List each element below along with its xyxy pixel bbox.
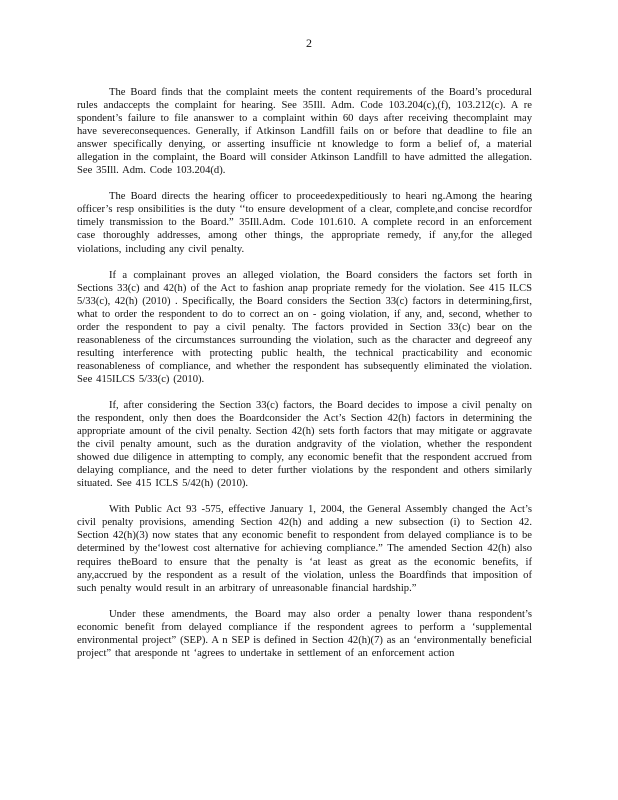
paragraph-3: If a complainant proves an alleged violation, the Board considers the factors set forth in Sections 33(c) and 42(h) of the Act to fashion anap propriate remedy for the violation. See 415 ILCS 5/33(c), 42(h) (2010) . Specifically, the Board considers the Section 33(c) factors in determining,first, what to order the respondent to do to correct an on - going violation, if any, and, second, whether to order the respondent to pay a civil penalty. The factors provided in Section 33(c) bear on the reasonableness of the circumstances surrounding the violation, such as the character and degreeof any resulting interference with protecting public health, the technical practicability and economic reasonableness of compliance, and whether the respondent has subsequently eliminated the violation. See 415ILCS 5/33(c) (2010). [77, 269, 532, 385]
paragraph-4: If, after considering the Section 33(c) factors, the Board decides to impose a civil penalty on the respondent, only then does the Boardconsider the Act’s Section 42(h) factors in determining the appropriate amount of the civil penalty. Section 42(h) sets forth factors that may mitigate or aggravate the civil penalty amount, such as the duration andgravity of the violation, whether the respondent showed due diligence in attempting to comply, any economic benefit that the respondent accrued from delaying compliance, and the need to deter further violations by the respondent and others similarly situated. See 415 ICLS 5/42(h) (2010). [77, 399, 532, 490]
paragraph-6: Under these amendments, the Board may also order a penalty lower thana respondent’s economic benefit from delayed compliance if the respondent agrees to perform a ‘supplemental environmental project” (SEP). A n SEP is defined in Section 42(h)(7) as an ‘environmentally beneficial project” that aresponde nt ‘agrees to undertake in settlement of an enforcement action [77, 608, 532, 659]
paragraph-5: With Public Act 93 -575, effective January 1, 2004, the General Assembly changed the Act’s civil penalty provisions, amending Section 42(h) and adding a new subsection (i) to Section 42. Section 42(h)(3) now states that any economic benefit to respondent from delayed compliance is to be determined by the‘lowest cost alternative for achieving compliance.” The amended Section 42(h) also requires theBoard to ensure that the penalty is ‘at least as great as the economic benefits, if any,accrued by the respondent as a result of the violation, unless the Boardfinds that imposition of such penalty would result in an arbitrary of unreasonable financial hardship.” [77, 504, 532, 594]
page-number: 2 [306, 36, 312, 50]
paragraph-1: The Board finds that the complaint meets the content requirements of the Board’s procedural rules andaccepts the complaint for hearing. See 35Ill. Adm. Code 103.204(c),(f), 103.212(c). A re spondent’s failure to file ananswer to a complaint within 60 days after receiving thecomplaint may have severeconsequences. Generally, if Atkinson Landfill fails on or before that deadline to file an answer specifically denying, or asserting insufficie nt knowledge to form a belief of, a material allegation in the complaint, the Board will consider Atkinson Landfill to have admitted the allegation. See 35Ill. Adm. Code 103.204(d). [77, 87, 532, 177]
paragraph-2: The Board directs the hearing officer to proceedexpeditiously to heari ng.Among the hearing officer’s resp onsibilities is the duty ‘‘to ensure development of a clear, complete,and concise recordfor timely transmission to the Board.” 35Ill.Adm. Code 101.610. A complete record in an enforcement case thoroughly addresses, among other things, the appropriate remedy, if any,for the alleged violations, including any civil penalty. [77, 191, 532, 255]
document-body [77, 86, 532, 673]
